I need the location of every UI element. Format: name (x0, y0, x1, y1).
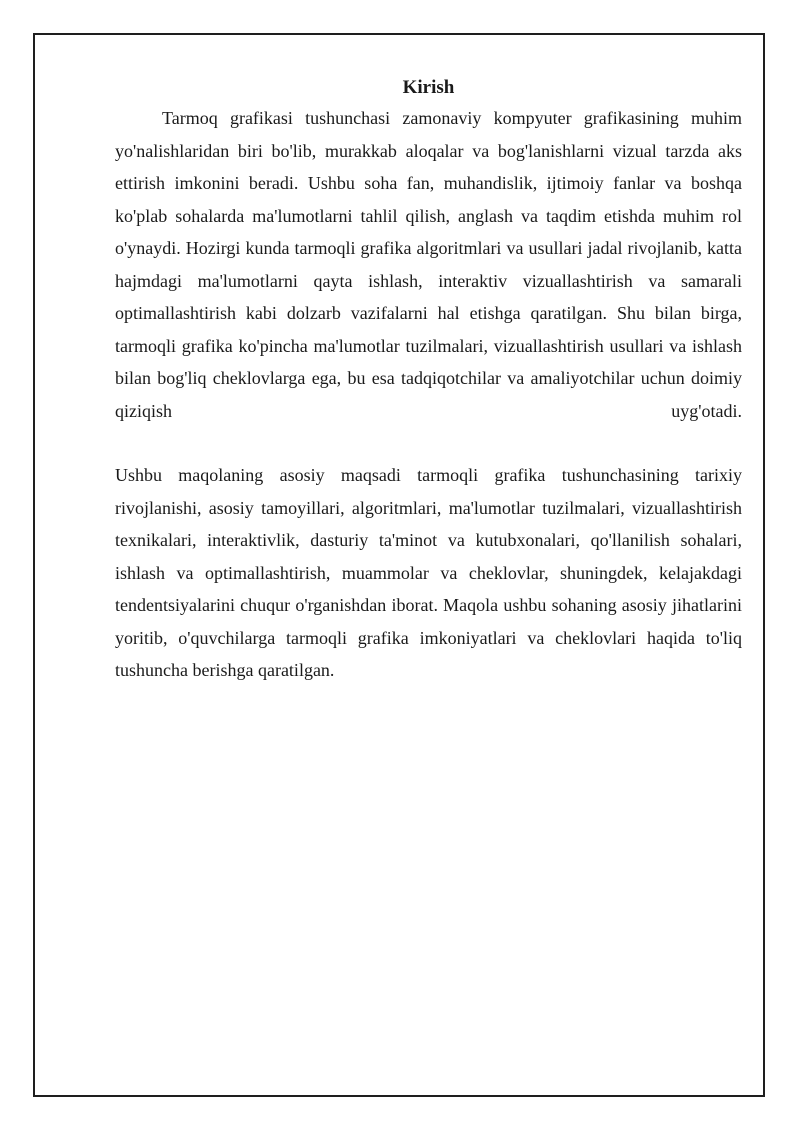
document-body (115, 76, 742, 687)
paragraph-introduction: Tarmoq grafikasi tushunchasi zamonaviy kompyuter grafikasining muhim yo'nalishlaridan biri bo'lib, murakkab aloqalar va bog'lanishlarni vizual tarzda aks ettirish imkonini beradi. Ushbu soha fan, muhandislik, ijtimoiy fanlar va boshqa ko'plab sohalarda ma'lumotlarni tahlil qilish, anglash va taqdim etishda muhim rol o'ynaydi. Hozirgi kunda tarmoqli grafika algoritmlari va usullari jadal rivojlanib, katta hajmdagi ma'lumotlarni qayta ishlash, interaktiv vizuallashtirish va samarali optimallashtirish kabi dolzarb vazifalarni hal etishga qaratilgan. Shu bilan birga, tarmoqli grafika ko'pincha ma'lumotlar tuzilmalari, vizuallashtirish usullari va ishlash bilan bog'liq cheklovlarga ega, bu esa tadqiqotchilar va amaliyotchilar uchun doimiy qiziqish uyg'otadi. (115, 108, 742, 421)
paragraph-purpose: Ushbu maqolaning asosiy maqsadi tarmoqli grafika tushunchasining tarixiy rivojlanishi, asosiy tamoyillari, algoritmlari, ma'lumotlar tuzilmalari, vizuallashtirish texnikalari, interaktivlik, dasturiy ta'minot va kutubxonalari, qo'llanilish sohalari, ishlash va optimallashtirish, muammolar va cheklovlar, shuningdek, kelajakdagi tendentsiyalarini chuqur o'rganishdan iborat. Maqola ushbu sohaning asosiy jihatlarini yoritib, o'quvchilarga tarmoqli grafika imkoniyatlari va cheklovlari haqida to'liq tushuncha berishga qaratilgan. (115, 465, 742, 680)
section-title: Kirish (402, 77, 455, 98)
